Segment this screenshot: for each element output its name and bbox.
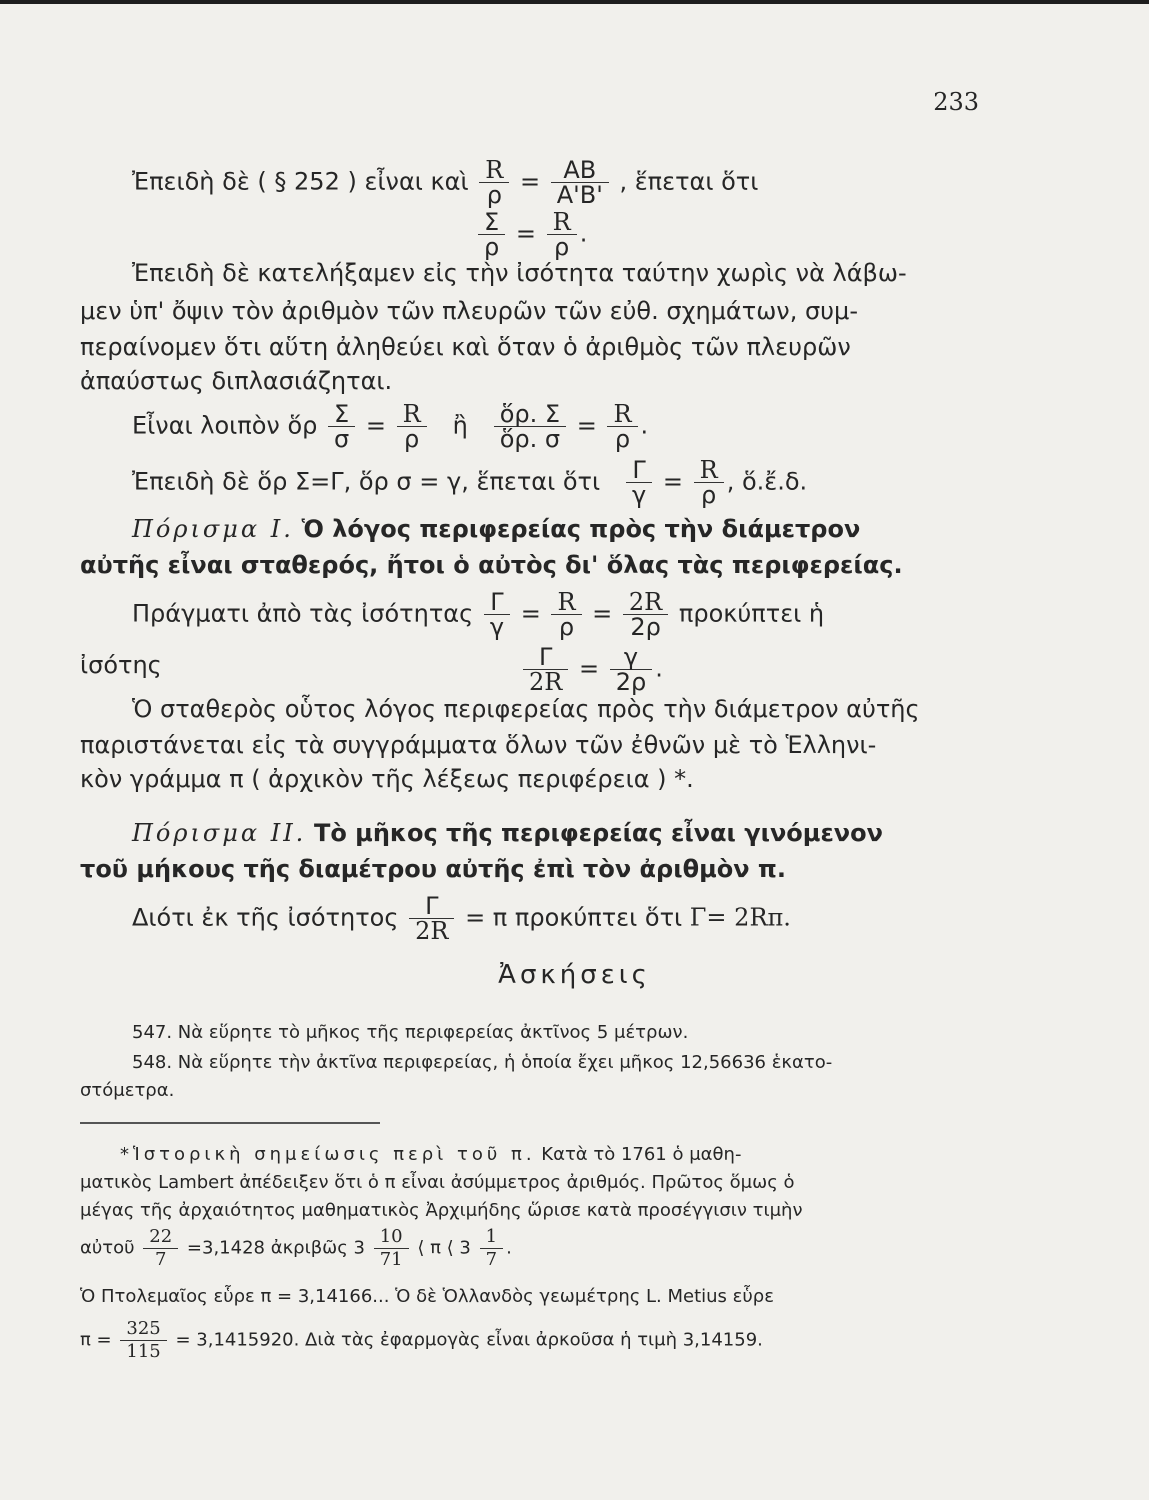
equation-sigma-rho: $\frac{\Sigma}{\rho}$ = $\frac{R}{\rho}$ . bbox=[475, 210, 587, 259]
porisma-1-line-2: αὐτῆς εἶναι σταθερός, ἤτοι ὁ αὐτὸς δι' ὅλας τὰς περιφερείας. bbox=[80, 551, 903, 579]
equation-gamma-2r: $\frac{\Gamma}{2R}$ = $\frac{\gamma}{2\rho}$ . bbox=[520, 645, 663, 694]
footnote-line-6: π = $\frac{325}{115}$ = 3,1415920. Διὰ τὰς ἐφαρμογὰς εἶναι ἀρκοῦσα ἡ τιμὴ 3,14159. bbox=[80, 1318, 763, 1362]
footnote-line-3: μέγας τῆς ἀρχαιότητος μαθηματικὸς Ἀρχιμήδης ὥρισε κατὰ προσέγγισιν τιμὴν bbox=[80, 1200, 803, 1221]
exercise-548-line-1: 548. Νὰ εὕρητε τὴν ἀκτῖνα περιφερείας, ἡ ὁποία ἔχει μῆκος 12,56636 ἑκατο- bbox=[132, 1052, 833, 1073]
footnote-divider bbox=[80, 1122, 380, 1124]
footnote-line-4: αὐτοῦ $\frac{22}{7}$ =3,1428 ἀκριβῶς 3 $\frac{10}{71}$ ⟨ π ⟨ 3 $\frac{1}{7}$ . bbox=[80, 1226, 512, 1270]
fraction-r-rho: $\frac{R}{\rho}$ bbox=[479, 158, 509, 207]
section-heading: Ἀσκήσεις bbox=[498, 960, 651, 990]
text-line-11: παριστάνεται εἰς τὰ συγγράμματα ὅλων τῶν ἐθνῶν μὲ τὸ Ἑλληνι- bbox=[80, 731, 877, 759]
porisma-1-line-1: Πόρισμα I. Ὁ λόγος περιφερείας πρὸς τὴν διάμετρον bbox=[132, 515, 861, 543]
top-border bbox=[0, 0, 1149, 4]
text-line-5: ἀπαύστως διπλασιάζηται. bbox=[80, 367, 393, 395]
footnote-line-2: ματικὸς Lambert ἀπέδειξεν ὅτι ὁ π εἶναι ἀσύμμετρος ἀριθμός. Πρῶτος ὅμως ὁ bbox=[80, 1172, 795, 1193]
text-line-4: περαίνομεν ὅτι αὕτη ἀληθεύει καὶ ὅταν ὁ ἀριθμὸς τῶν πλευρῶν bbox=[80, 333, 851, 361]
fraction-ab: $\frac{AB}{A'B'}$ bbox=[551, 158, 609, 207]
text-line-6: Εἶναι λοιπὸν ὅρ $\frac{\Sigma}{\sigma}$ = $\frac{R}{\rho}$ ἢ $\frac{\text{ὅρ. Σ}}{\text{ὅρ. σ}}$ = $\frac{R}{\rho}$ . bbox=[132, 400, 649, 453]
text-line-2: Ἐπειδὴ δὲ κατελήξαμεν εἰς τὴν ἰσότητα ταύτην χωρὶς νὰ λάβω- bbox=[132, 259, 907, 287]
text: , ἕπεται ὅτι bbox=[619, 167, 759, 196]
footnote-line-5: Ὁ Πτολεμαῖος εὗρε π = 3,14166... Ὁ δὲ Ὁλλανδὸς γεωμέτρης L. Metius εὗρε bbox=[80, 1286, 774, 1307]
text-line-8: Πράγματι ἀπὸ τὰς ἰσότητας $\frac{\Gamma}{\gamma}$ = $\frac{R}{\rho}$ = $\frac{2R}{2\rho}$ προκύπτει ἡ bbox=[132, 588, 825, 641]
text-line-10: Ὁ σταθερὸς οὗτος λόγος περιφερείας πρὸς τὴν διάμετρον αὐτῆς bbox=[132, 695, 920, 723]
exercise-548-line-2: στόμετρα. bbox=[80, 1080, 175, 1101]
text-line-9: ἰσότης bbox=[80, 651, 162, 679]
text-line-12: κὸν γράμμα π ( ἀρχικὸν τῆς λέξεως περιφέρεια ) *. bbox=[80, 765, 694, 793]
page-number: 233 bbox=[933, 88, 979, 116]
text: Ἐπειδὴ δὲ ( § 252 ) εἶναι καὶ bbox=[132, 167, 469, 196]
porisma-2-line-2: τοῦ μήκους τῆς διαμέτρου αὐτῆς ἐπὶ τὸν ἀριθμὸν π. bbox=[80, 855, 787, 883]
porisma-2-line-1: Πόρισμα II. Τὸ μῆκος τῆς περιφερείας εἶναι γινόμενον bbox=[132, 819, 883, 847]
text-line-13: Διότι ἐκ τῆς ἰσότητος $\frac{\Gamma}{2R}$ = π προκύπτει ὅτι Γ= 2Rπ. bbox=[132, 892, 791, 945]
text-line-7: Ἐπειδὴ δὲ ὅρ Σ=Γ, ὅρ σ = γ, ἕπεται ὅτι $\frac{\Gamma}{\gamma}$ = $\frac{R}{\rho}$ , ὅ.ἔ.δ. bbox=[132, 456, 808, 509]
text-line-1: Ἐπειδὴ δὲ ( § 252 ) εἶναι καὶ $\frac{R}{\rho}$ = $\frac{AB}{A'B'}$ , ἕπεται ὅτι bbox=[132, 156, 759, 209]
footnote-line-1: *Ἱστορικὴ σημείωσις περὶ τοῦ π. Κατὰ τὸ 1761 ὁ μαθη- bbox=[120, 1144, 742, 1165]
exercise-547: 547. Νὰ εὕρητε τὸ μῆκος τῆς περιφερείας ἀκτῖνος 5 μέτρων. bbox=[132, 1022, 689, 1043]
text-line-3: μεν ὑπ' ὄψιν τὸν ἀριθμὸν τῶν πλευρῶν τῶν εὐθ. σχημάτων, συμ- bbox=[80, 297, 858, 325]
